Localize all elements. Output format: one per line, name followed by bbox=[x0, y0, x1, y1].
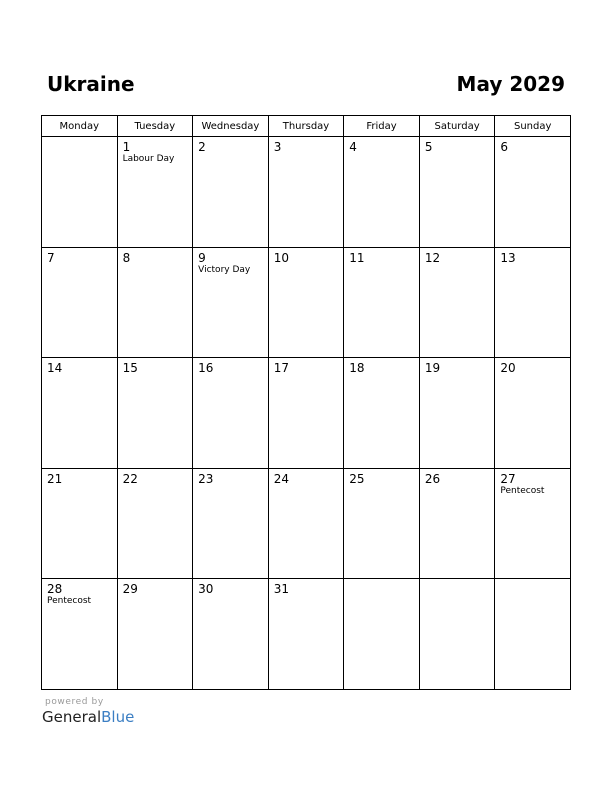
day-number: 16 bbox=[198, 361, 214, 375]
weekday-header: Sunday bbox=[495, 116, 571, 137]
week-row bbox=[42, 358, 571, 469]
day-number: 19 bbox=[424, 361, 441, 375]
day-number: 3 bbox=[273, 140, 282, 154]
weekday-header: Monday bbox=[42, 116, 118, 137]
day-cell bbox=[419, 579, 495, 690]
day-number: 27 bbox=[500, 471, 516, 486]
day-number: 20 bbox=[500, 361, 516, 375]
day-cell bbox=[42, 137, 118, 248]
day-number: 25 bbox=[349, 471, 365, 486]
week-row bbox=[42, 468, 571, 579]
day-number: 23 bbox=[198, 471, 214, 486]
day-number: 13 bbox=[500, 250, 516, 265]
day-number: 18 bbox=[349, 361, 365, 375]
day-cell bbox=[344, 468, 420, 579]
day-number: 21 bbox=[47, 471, 63, 486]
week-row bbox=[42, 137, 571, 248]
day-number: 6 bbox=[500, 140, 509, 154]
weekday-header: Friday bbox=[344, 116, 420, 137]
day-number: 26 bbox=[424, 471, 441, 486]
day-number: 9 bbox=[198, 250, 206, 265]
day-number: 8 bbox=[122, 250, 131, 265]
month-title: May 2029 bbox=[456, 72, 565, 96]
day-cell bbox=[42, 358, 118, 469]
day-cell bbox=[193, 468, 269, 579]
weekday-header: Thursday bbox=[268, 116, 344, 137]
day-number: 24 bbox=[273, 471, 289, 486]
powered-by-text: powered by bbox=[45, 697, 104, 707]
day-cell bbox=[193, 137, 269, 248]
day-cell bbox=[42, 247, 118, 358]
holiday-label: Pentecost bbox=[47, 596, 92, 606]
day-cell bbox=[42, 468, 118, 579]
day-cell bbox=[193, 579, 269, 690]
day-number: 30 bbox=[198, 582, 214, 596]
week-row bbox=[42, 579, 571, 690]
day-cell bbox=[117, 579, 193, 690]
day-number: 2 bbox=[198, 140, 206, 154]
holiday-label: Labour Day bbox=[122, 154, 175, 164]
day-cell bbox=[344, 579, 420, 690]
day-cell bbox=[495, 247, 571, 358]
day-cell bbox=[268, 468, 344, 579]
day-cell bbox=[495, 358, 571, 469]
day-cell bbox=[419, 358, 495, 469]
day-cell bbox=[42, 579, 118, 690]
day-cell bbox=[419, 247, 495, 358]
day-number: 17 bbox=[273, 361, 289, 375]
day-number: 29 bbox=[122, 582, 138, 596]
day-cell bbox=[193, 358, 269, 469]
day-cell bbox=[268, 247, 344, 358]
day-number: 28 bbox=[47, 582, 63, 596]
day-number: 10 bbox=[273, 250, 289, 265]
weekday-header: Wednesday bbox=[193, 116, 269, 137]
day-number: 22 bbox=[122, 471, 138, 486]
day-cell bbox=[495, 468, 571, 579]
day-cell bbox=[419, 137, 495, 248]
day-cell bbox=[268, 358, 344, 469]
day-number bbox=[344, 579, 419, 582]
country-title: Ukraine bbox=[47, 72, 135, 96]
weekday-header: Tuesday bbox=[117, 116, 193, 137]
holiday-label: Pentecost bbox=[500, 485, 545, 496]
day-cell bbox=[268, 579, 344, 690]
day-number bbox=[495, 579, 570, 582]
weekday-header: Saturday bbox=[419, 116, 495, 137]
holiday-label: Victory Day bbox=[198, 264, 251, 275]
day-cell bbox=[117, 137, 193, 248]
logo-general-text: General bbox=[42, 708, 102, 726]
day-cell bbox=[344, 358, 420, 469]
weekday-header-row bbox=[42, 116, 571, 137]
brand-footer[interactable] bbox=[42, 697, 134, 726]
day-number: 12 bbox=[424, 250, 441, 265]
day-cell bbox=[495, 579, 571, 690]
day-cell bbox=[495, 137, 571, 248]
day-cell bbox=[344, 247, 420, 358]
day-number: 7 bbox=[47, 250, 55, 265]
generalblue-logo[interactable] bbox=[42, 708, 134, 726]
week-row bbox=[42, 247, 571, 358]
day-cell bbox=[117, 247, 193, 358]
day-number: 14 bbox=[47, 361, 63, 375]
day-number: 4 bbox=[349, 140, 357, 154]
day-cell bbox=[117, 358, 193, 469]
day-cell bbox=[193, 247, 269, 358]
day-number: 5 bbox=[424, 140, 433, 154]
day-cell bbox=[344, 137, 420, 248]
day-cell bbox=[268, 137, 344, 248]
logo-blue-text: Blue bbox=[101, 708, 135, 726]
day-number: 11 bbox=[349, 250, 365, 265]
day-number bbox=[420, 579, 495, 582]
day-number: 31 bbox=[273, 582, 289, 596]
day-number: 15 bbox=[122, 361, 138, 375]
day-number: 1 bbox=[122, 140, 131, 154]
day-number bbox=[42, 137, 117, 140]
calendar-grid bbox=[41, 115, 571, 690]
day-cell bbox=[419, 468, 495, 579]
day-cell bbox=[117, 468, 193, 579]
